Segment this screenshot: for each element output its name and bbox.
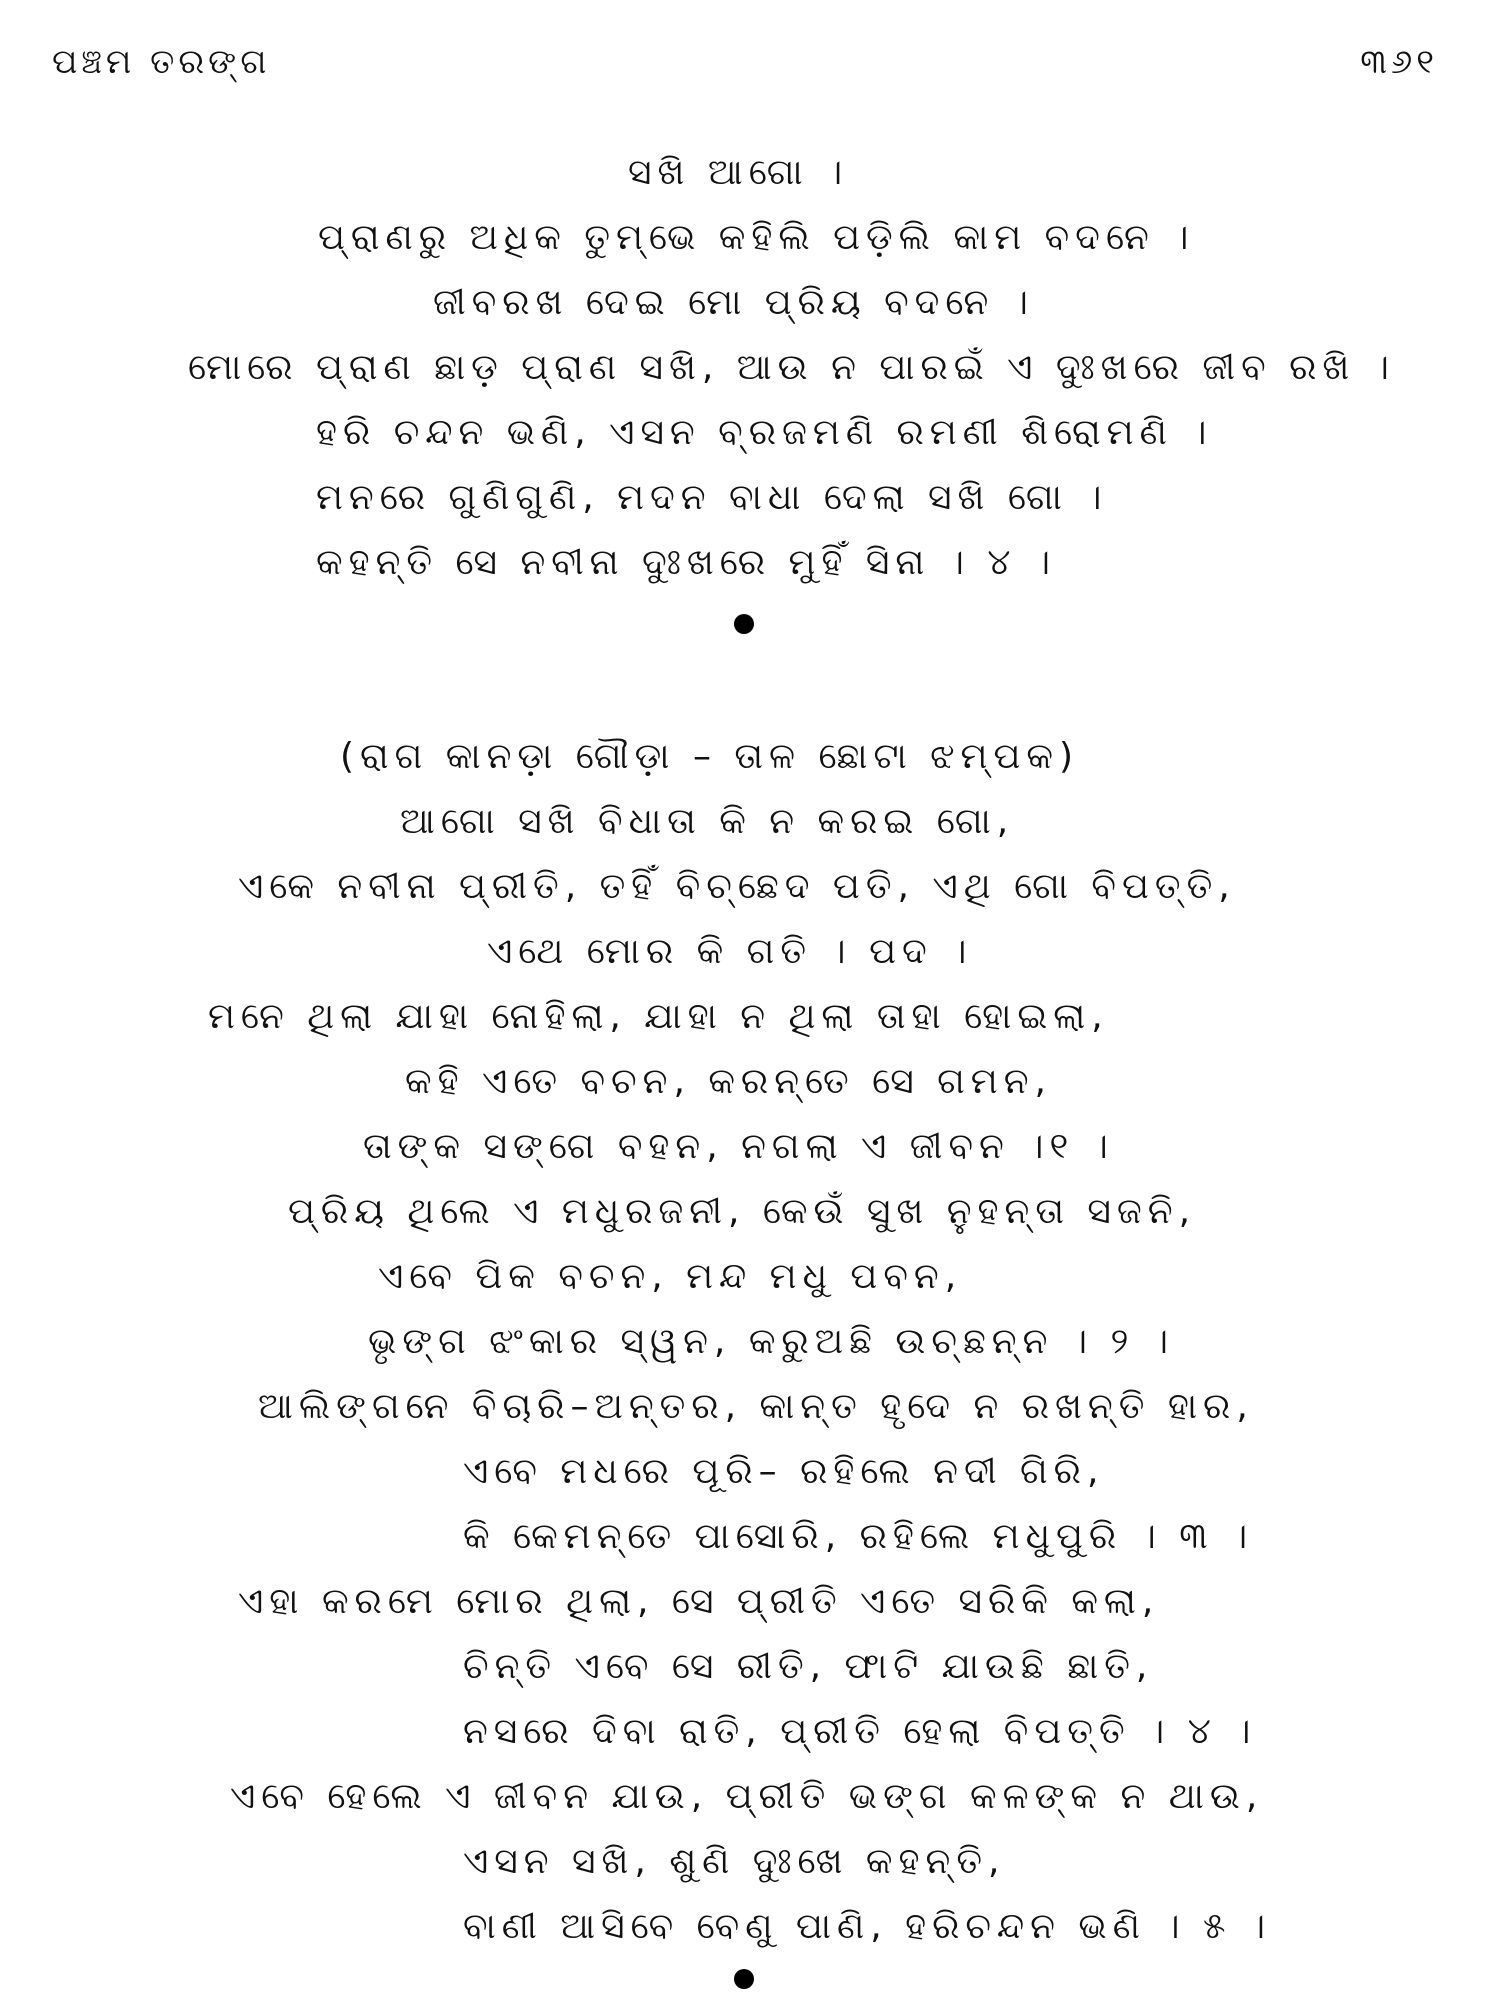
page-number: ୩୬୧ (1360, 42, 1438, 82)
verse-line: ସଖି ଆଗୋ । (628, 152, 849, 193)
verse-line: ବାଣୀ ଆସିବେ ବେଣୁ ପାଣି, ହରିଚନ୍ଦନ ଭଣି । ୫ । (463, 1906, 1272, 1947)
verse-line: କହନ୍ତି ସେ ନବୀନା ଦୁଃଖରେ ମୁହିଁ ସିନା । ୪ । (316, 542, 1057, 583)
verse-line: ଭୃଙ୍ଗ ଝଂକାର ସ୍ୱନ, କରୁଅଛି ଉଚ୍ଛନ୍ନ । ୨ । (368, 1321, 1175, 1362)
verse-line: ଏକେ ନବୀନା ପ୍ରୀତି, ତହିଁ ବିଚ୍ଛେଦ ପତି, ଏଥି ଗୋ ବିପତ୍ତି, (238, 866, 1236, 907)
verse-line: କି କେମନ୍ତେ ପାସୋରି, ରହିଲେ ମଧୁପୁରି । ୩ । (463, 1516, 1254, 1557)
verse-line: ଏଥେ ମୋର କି ଗତି । ପଦ । (487, 931, 973, 972)
verse-line: ନସରେ ଦିବା ରାତି, ପ୍ରୀତି ହେଲା ବିପତ୍ତି । ୪ । (463, 1711, 1257, 1752)
verse-line: ମନେ ଥିଲା ଯାହା ନୋହିଲା, ଯାହା ନ ଥିଲା ତାହା ହୋଇଲା, (208, 996, 1109, 1037)
verse-line: ପ୍ରାଣରୁ ଅଧିକ ତୁମ୍ଭେ କହିଲି ପଡ଼ିଲି କାମ ବଦନେ । (318, 217, 1195, 258)
verse-line: ଜୀବରଖ ଦେଇ ମୋ ପ୍ରିୟ ବଦନେ । (433, 282, 1034, 323)
page-header (52, 42, 1438, 92)
running-title: ପଞ୍ଚମ ତରଙ୍ଗ (52, 42, 271, 82)
section-divider-dot (734, 1969, 754, 1989)
verse-line: ପ୍ରିୟ ଥିଲେ ଏ ମଧୁରଜନୀ, କେଉଁ ସୁଖ ନୁହନ୍ତା ସଜନି, (288, 1191, 1197, 1232)
raga-heading: (ରାଗ କାନଡ଼ା ଗୌଡ଼ା – ତାଳ ଛୋଟା ଝମ୍ପକ) (340, 736, 1080, 777)
verse-line: ଏବେ ମଧରେ ପୂରି– ରହିଲେ ନଦୀ ଗିରି, (463, 1451, 1105, 1492)
verse-line: ମୋରେ ପ୍ରାଣ ଛାଡ଼ ପ୍ରାଣ ସଖି, ଆଉ ନ ପାରଇଁ ଏ ଦୁଃଖରେ ଜୀବ ରଖି । (188, 347, 1395, 388)
verse-line: ତାଙ୍କ ସଙ୍ଗେ ବହନ, ନଗଲା ଏ ଜୀବନ ।୧ । (363, 1126, 1114, 1167)
verse-line: ଆଗୋ ସଖି ବିଧାତା କି ନ କରଇ ଗୋ, (400, 801, 1015, 842)
verse-line: ଚିନ୍ତି ଏବେ ସେ ରୀତି, ଫାଟି ଯାଉଛି ଛାତି, (463, 1646, 1154, 1687)
verse-line: ଏବେ ହେଲେ ଏ ଜୀବନ ଯାଉ, ପ୍ରୀତି ଭଙ୍ଗ କଳଙ୍କ ନ ଥାଉ, (230, 1776, 1264, 1817)
verse-line: ମନରେ ଗୁଣିଗୁଣି, ମଦନ ବାଧା ଦେଲା ସଖି ଗୋ । (316, 477, 1108, 518)
verse-line: ଏହା କରମେ ମୋର ଥିଲା, ସେ ପ୍ରୀତି ଏତେ ସରିକି କଲା, (238, 1581, 1160, 1622)
verse-line: ଏବେ ପିକ ବଚନ, ମନ୍ଦ ମଧୁ ପବନ, (378, 1256, 963, 1297)
section-divider-dot (734, 614, 754, 634)
verse-line: ଆଲିଙ୍ଗନେ ବିଚାରି–ଅନ୍ତର, କାନ୍ତ ହୃଦେ ନ ରଖନ୍ତି ହାର, (258, 1386, 1254, 1427)
verse-line: ହରି ଚନ୍ଦନ ଭଣି, ଏସନ ବ୍ରଜମଣି ରମଣୀ ଶିରୋମଣି । (316, 412, 1213, 453)
verse-line: ଏସନ ସଖି, ଶୁଣି ଦୁଃଖେ କହନ୍ତି, (463, 1841, 1006, 1882)
verse-line: କହି ଏତେ ବଚନ, କରନ୍ତେ ସେ ଗମନ, (405, 1061, 1052, 1102)
